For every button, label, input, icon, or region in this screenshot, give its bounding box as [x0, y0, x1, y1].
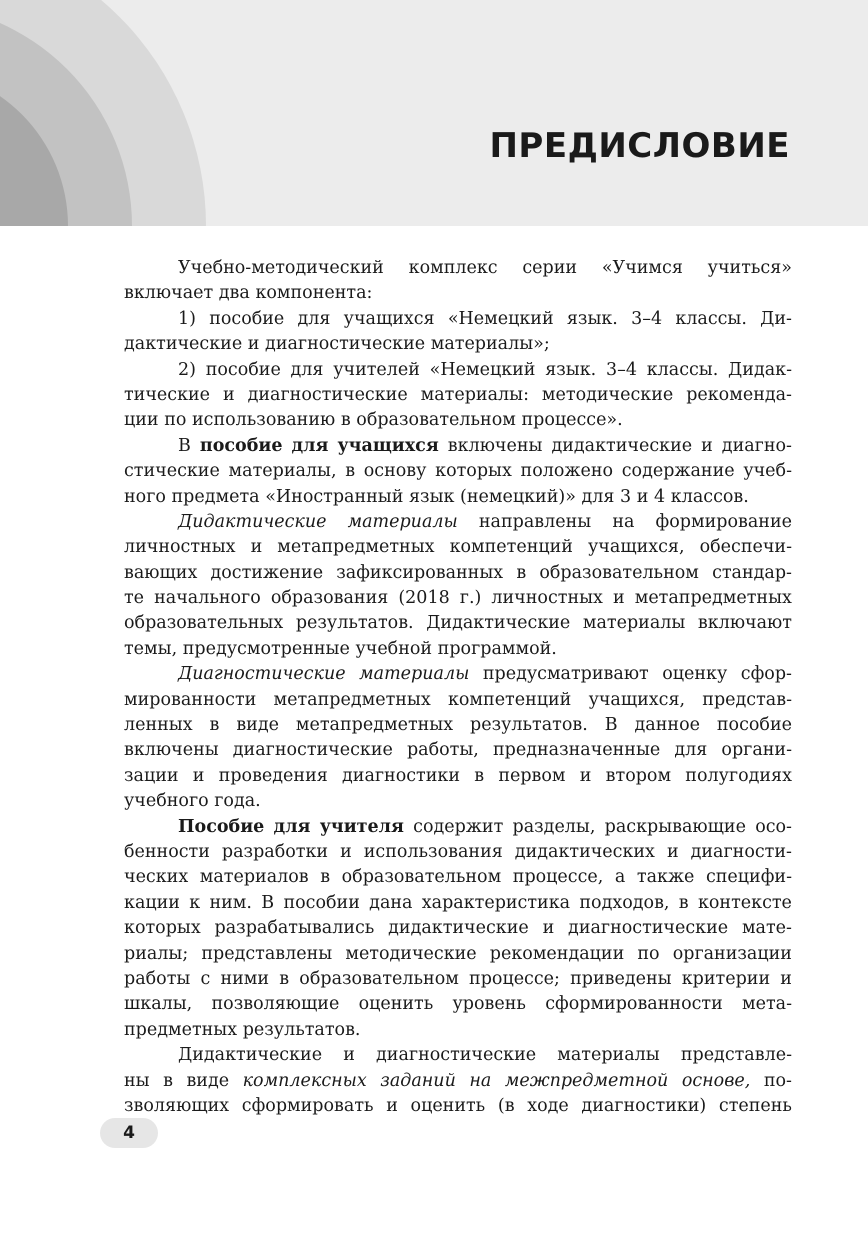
text-word: диагности-	[690, 841, 792, 862]
text-word: начального	[154, 588, 261, 609]
text-word: образования	[270, 588, 389, 609]
text-line	[124, 992, 792, 1017]
text-line	[124, 967, 792, 992]
text-line	[124, 281, 792, 306]
text-word: дидактические	[551, 435, 693, 456]
text-word: уровень	[452, 994, 526, 1015]
body-text	[124, 256, 792, 1119]
text-word: результатов.	[470, 715, 588, 736]
text-word: разработки	[221, 841, 329, 862]
text-word: Дидак-	[728, 359, 792, 380]
text-word: материалы»;	[430, 334, 550, 355]
text-word: мированности	[124, 689, 257, 710]
text-word: учащихся,	[588, 689, 686, 710]
text-word: материалы:	[420, 384, 529, 405]
text-word: использования	[363, 841, 503, 862]
text-line	[124, 586, 792, 611]
text-word: дидактические	[388, 918, 529, 939]
text-word: ции	[124, 410, 159, 431]
text-word: кации	[124, 892, 180, 913]
text-word: виде	[236, 715, 279, 736]
text-word: подходов,	[579, 892, 670, 913]
text-word: ними	[220, 968, 270, 989]
text-word: органи-	[721, 740, 792, 761]
text-word: (2018	[398, 588, 450, 609]
text-word: работы,	[406, 740, 479, 761]
text-word: направлены	[478, 511, 592, 532]
text-word: в	[279, 968, 290, 989]
text-word: учебного	[124, 791, 209, 812]
text-line	[124, 332, 792, 357]
text-word: а	[614, 867, 626, 888]
text-word: диагностические	[247, 384, 408, 405]
text-word: и	[612, 588, 625, 609]
text-word: также	[636, 867, 695, 888]
text-word: зации	[124, 765, 179, 786]
text-word: позволяющие	[211, 994, 340, 1015]
text-word: в	[209, 715, 220, 736]
text-word: материалы	[359, 664, 470, 685]
text-line	[124, 815, 792, 840]
text-word: классы.	[646, 359, 719, 380]
text-word: оценку	[662, 664, 728, 685]
text-word: рекомендации	[489, 943, 625, 964]
text-word: диагностические	[232, 740, 393, 761]
text-line	[124, 408, 792, 433]
text-word: и	[343, 1045, 355, 1066]
text-word: компонента:	[255, 283, 373, 304]
text-word: критерии	[681, 968, 771, 989]
text-word: содержание	[621, 461, 735, 482]
text-word: «Иностранный	[265, 486, 404, 507]
text-word: и	[666, 841, 679, 862]
text-word: включает	[124, 283, 214, 304]
text-word: учителей	[333, 359, 420, 380]
text-word: учеб-	[743, 461, 792, 482]
text-word: ного	[124, 486, 166, 507]
text-word: обеспечи-	[699, 537, 792, 558]
text-word: процессе;	[469, 968, 560, 989]
text-word: диагно-	[721, 435, 792, 456]
text-word: межпредметной	[504, 1070, 669, 1091]
text-word: зафиксированных	[336, 562, 504, 583]
text-word: зволяющих	[124, 1095, 230, 1116]
text-word: полугодиях	[685, 765, 792, 786]
text-word: Дидактические	[426, 613, 571, 634]
text-word: представле-	[680, 1045, 792, 1066]
text-line	[124, 383, 792, 408]
page-title: ПРЕДИСЛОВИЕ	[489, 126, 790, 166]
text-word: метапредметных	[634, 588, 792, 609]
text-word: и	[222, 384, 235, 405]
text-word: результатов.	[242, 1019, 361, 1040]
text-word: для	[291, 435, 329, 456]
text-word: 1)	[178, 308, 196, 329]
text-word: проведения	[218, 765, 328, 786]
text-word: включены	[447, 435, 543, 456]
text-word: организации	[672, 943, 792, 964]
text-word: представ-	[702, 689, 792, 710]
text-word: серии	[522, 258, 578, 278]
text-word: 3	[620, 486, 632, 507]
text-word: материалы	[557, 1045, 660, 1066]
text-word: дидактических	[514, 841, 655, 862]
text-word: результатов.	[295, 613, 414, 634]
text-word: В	[261, 892, 275, 913]
text-word: 4	[654, 486, 666, 507]
text-word: В	[178, 435, 191, 456]
text-word: втором	[605, 765, 672, 786]
decorative-arcs	[0, 0, 868, 226]
text-word: Диагностические	[178, 664, 346, 685]
text-word: стические	[124, 461, 220, 482]
text-line	[124, 307, 792, 332]
text-word: пособие	[716, 715, 792, 736]
text-word: разрабатывались	[214, 918, 375, 939]
text-word: метапредметных	[295, 715, 454, 736]
text-word: пособие	[199, 435, 283, 456]
text-word: сформировать	[241, 1095, 374, 1116]
text-word: Учебно-методический	[178, 258, 384, 278]
text-word: на	[612, 511, 635, 532]
text-line	[124, 358, 792, 383]
text-word: учащихся	[337, 435, 439, 456]
text-word: данное	[634, 715, 700, 736]
text-word: дактические	[124, 334, 243, 355]
text-word: в	[345, 461, 356, 482]
text-word: образовательном	[539, 562, 699, 583]
text-word: которых	[435, 461, 512, 482]
text-word: предметных	[124, 1019, 238, 1040]
text-word: Дидактические	[178, 511, 327, 532]
text-word: личностных	[491, 588, 603, 609]
text-line	[124, 662, 792, 687]
text-word: для	[674, 740, 708, 761]
text-word: темы,	[124, 638, 178, 659]
text-word: материалы	[347, 511, 458, 532]
text-word: (немецкий)»	[460, 486, 576, 507]
text-word: ческих	[124, 867, 189, 888]
text-word: 2)	[178, 359, 196, 380]
text-line	[124, 891, 792, 916]
text-word: шкалы,	[124, 994, 193, 1015]
text-word: и	[247, 334, 260, 355]
text-line	[124, 865, 792, 890]
text-word: диагностические	[568, 918, 729, 939]
text-word: ходе	[527, 1095, 569, 1116]
text-word: Пособие	[178, 816, 265, 837]
header-band	[0, 0, 868, 226]
text-word: достижение	[210, 562, 324, 583]
text-line	[124, 561, 792, 586]
text-word: мате-	[741, 918, 792, 939]
text-word: два	[218, 283, 250, 304]
text-word: содержит	[413, 816, 504, 837]
text-word: образовательном	[299, 968, 459, 989]
text-line	[124, 713, 792, 738]
text-line	[124, 535, 792, 560]
text-line	[124, 434, 792, 459]
text-line	[124, 764, 792, 789]
text-word: положено	[520, 461, 614, 482]
text-word: Ди-	[760, 308, 792, 329]
text-word: компетенций	[449, 537, 573, 558]
text-word: диагностические	[376, 1045, 537, 1066]
text-line	[124, 1069, 792, 1094]
text-word: бенности	[124, 841, 210, 862]
text-word: ним.	[209, 892, 252, 913]
text-word: 3–4	[631, 308, 663, 329]
text-word: основу	[363, 461, 427, 482]
text-word: учиться»	[707, 258, 792, 278]
text-word: виде	[186, 1070, 230, 1091]
text-word: диагностики	[342, 765, 461, 786]
text-word: комплексных	[242, 1070, 367, 1091]
text-word: «Немецкий	[429, 359, 536, 380]
text-word: использованию	[191, 410, 336, 431]
text-word: «Учимся	[601, 258, 683, 278]
text-word: работы	[124, 968, 191, 989]
text-word: диагностические	[265, 334, 426, 355]
text-word: тические	[124, 384, 211, 405]
text-word: компетенций	[447, 689, 572, 710]
text-word: учебной	[355, 638, 433, 659]
text-word: по	[164, 410, 187, 431]
text-word: на	[469, 1070, 492, 1091]
text-word: к	[189, 892, 201, 913]
text-word: образовательных	[124, 613, 284, 634]
text-line	[124, 840, 792, 865]
text-word: мета-	[742, 994, 792, 1015]
text-word: оценить	[358, 994, 434, 1015]
text-word: материалы	[582, 613, 686, 634]
text-word: образовательном	[341, 867, 502, 888]
text-word: для	[297, 308, 331, 329]
text-line	[124, 1018, 792, 1043]
text-word: для	[273, 816, 311, 837]
text-word: язык.	[545, 359, 597, 380]
text-word: учащихся	[343, 308, 435, 329]
text-word: в	[474, 765, 485, 786]
text-word: язык.	[566, 308, 618, 329]
text-word: сфор-	[740, 664, 792, 685]
text-word: с	[200, 968, 211, 989]
text-word: программой.	[437, 638, 557, 659]
text-word: метапредметных	[277, 537, 435, 558]
text-word: те	[124, 588, 145, 609]
text-line	[124, 942, 792, 967]
text-line	[124, 789, 792, 814]
text-word: оценить	[410, 1095, 486, 1116]
text-line	[124, 256, 792, 281]
text-word: года.	[214, 791, 261, 812]
text-line	[124, 916, 792, 941]
text-word: в	[340, 410, 351, 431]
text-word: включают	[697, 613, 792, 634]
text-word: формирование	[655, 511, 792, 532]
text-word: классы.	[675, 308, 747, 329]
text-word: классов.	[670, 486, 749, 507]
text-word: в	[678, 892, 689, 913]
text-word: процессе,	[512, 867, 604, 888]
text-word: предмета	[171, 486, 260, 507]
text-word: Дидактические	[178, 1045, 323, 1066]
text-line	[124, 459, 792, 484]
text-word: «Немецкий	[447, 308, 554, 329]
text-word: ленных	[124, 715, 193, 736]
text-line	[124, 611, 792, 636]
text-word: стандар-	[712, 562, 792, 583]
text-word: учащихся,	[588, 537, 685, 558]
text-word: В	[604, 715, 618, 736]
text-word: диагностики)	[581, 1095, 707, 1116]
text-word: язык	[409, 486, 455, 507]
text-word: в	[320, 867, 331, 888]
text-word: степень	[718, 1095, 792, 1116]
text-word: контексте	[697, 892, 792, 913]
text-line	[124, 1094, 792, 1119]
text-word: специфи-	[705, 867, 792, 888]
text-word: риалы;	[124, 943, 189, 964]
text-word: г.)	[459, 588, 482, 609]
text-word: материалов	[199, 867, 309, 888]
text-word: личностных	[124, 537, 236, 558]
text-word: и	[542, 918, 555, 939]
text-word: и	[636, 486, 649, 507]
text-word: рекоменда-	[686, 384, 792, 405]
text-word: раскрывающие	[604, 816, 746, 837]
text-word: ны	[124, 1070, 150, 1091]
text-word: которых	[124, 918, 201, 939]
text-line	[124, 637, 792, 662]
text-word: предназначенные	[492, 740, 661, 761]
text-word: осо-	[755, 816, 792, 837]
text-word: пособие	[205, 359, 281, 380]
text-word: и	[192, 765, 205, 786]
text-word: учителя	[319, 816, 404, 837]
text-word: образовательном	[356, 410, 516, 431]
text-word: включены	[124, 740, 219, 761]
text-word: характеристика	[421, 892, 571, 913]
text-word: разделы,	[512, 816, 596, 837]
text-word: пособии	[283, 892, 360, 913]
text-word: приведены	[570, 968, 672, 989]
text-line	[124, 1043, 792, 1068]
text-word: и	[579, 765, 592, 786]
text-line	[124, 485, 792, 510]
text-line	[124, 510, 792, 535]
text-word: пособие	[209, 308, 285, 329]
text-word: по-	[763, 1070, 792, 1091]
text-word: предусматривают	[482, 664, 649, 685]
text-word: первом	[498, 765, 566, 786]
text-word: основе,	[681, 1070, 751, 1091]
text-word: комплекс	[408, 258, 498, 278]
text-word: методические	[345, 943, 477, 964]
text-word: предусмотренные	[182, 638, 350, 659]
text-word: и	[250, 537, 263, 558]
text-word: и	[701, 435, 713, 456]
text-word: материалы,	[228, 461, 337, 482]
text-word: для	[290, 359, 324, 380]
text-word: для	[581, 486, 615, 507]
text-word: заданий	[380, 1070, 456, 1091]
text-word: вающих	[124, 562, 198, 583]
text-word: и	[386, 1095, 398, 1116]
text-word: и	[780, 968, 792, 989]
text-word: дана	[369, 892, 413, 913]
text-line	[124, 738, 792, 763]
text-word: в	[163, 1070, 173, 1091]
text-word: методические	[541, 384, 674, 405]
text-word: по	[637, 943, 660, 964]
text-word: процессе».	[521, 410, 623, 431]
text-word: метапредметных	[273, 689, 431, 710]
text-word: и	[340, 841, 352, 862]
page-number: 4	[100, 1118, 158, 1148]
text-word: сформированности	[545, 994, 723, 1015]
text-word: в	[516, 562, 527, 583]
text-word: (в	[497, 1095, 515, 1116]
text-word: представлены	[201, 943, 333, 964]
text-line	[124, 688, 792, 713]
text-word: 3–4	[605, 359, 637, 380]
